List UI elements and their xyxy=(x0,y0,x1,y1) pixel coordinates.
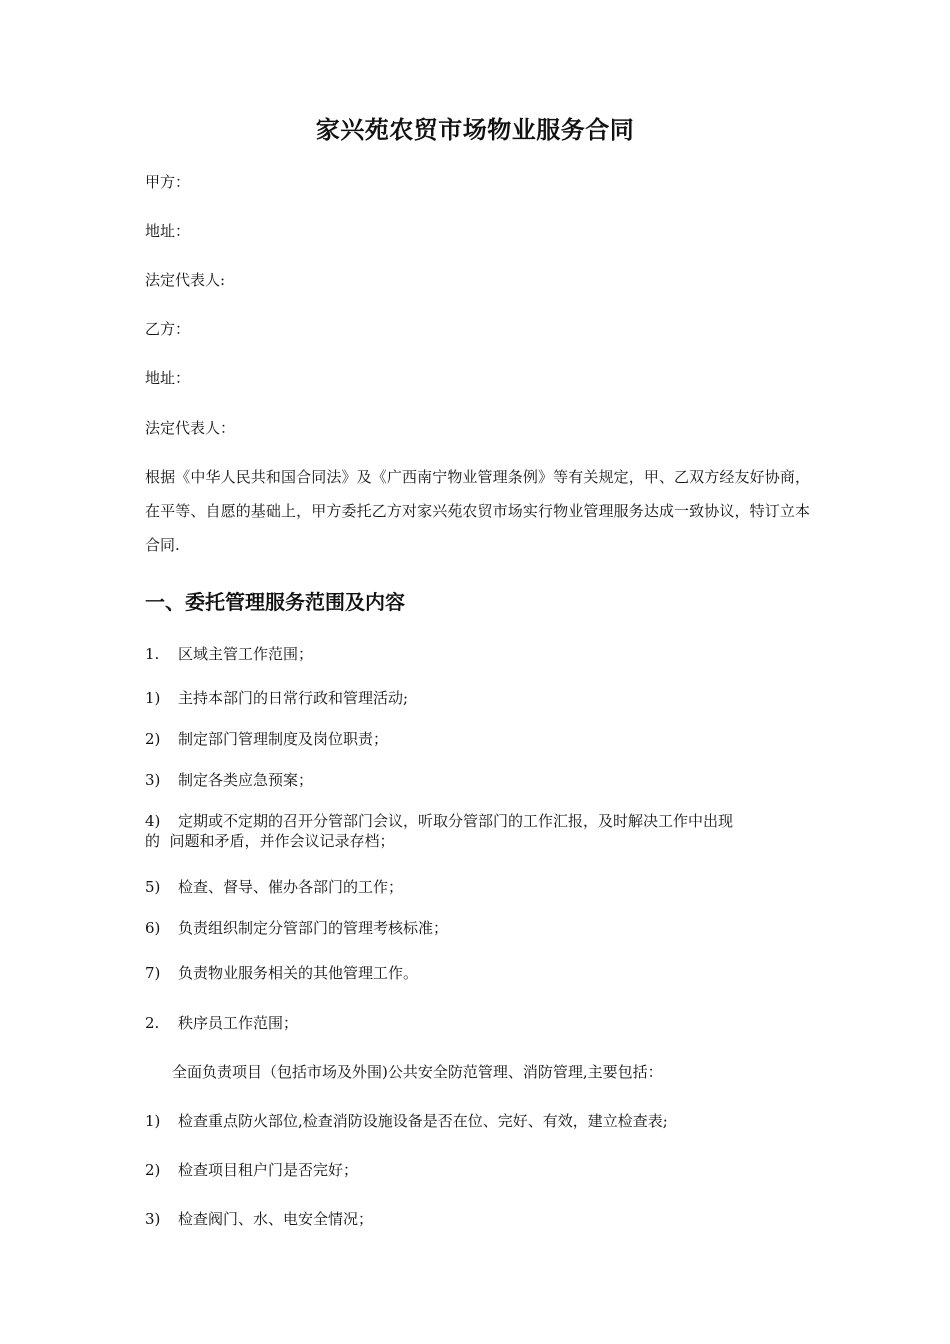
list-item xyxy=(145,877,810,897)
list-item xyxy=(145,811,810,851)
party-b-name: 乙方： xyxy=(145,320,191,338)
subsection-2-label xyxy=(145,1013,810,1033)
list-item-text: 检查项目租户门是否完好； xyxy=(178,1161,359,1179)
subsection-number: 2. xyxy=(145,1014,160,1032)
list-item-text: 制定部门管理制度及岗位职责； xyxy=(178,730,389,748)
party-a-address: 地址： xyxy=(145,222,191,240)
party-b-address: 地址： xyxy=(145,369,191,387)
list-item xyxy=(145,963,810,983)
list-item xyxy=(145,770,810,790)
party-a-name: 甲方： xyxy=(145,173,191,191)
list-item-text: 检查、督导、催办各部门的工作； xyxy=(178,878,404,896)
list-item-text: 检查重点防火部位,检查消防设施设备是否在位、完好、有效，建立检查表; xyxy=(178,1112,668,1130)
subsection-title: 区域主管工作范围； xyxy=(178,645,314,663)
party-b-representative: 法定代表人： xyxy=(145,419,236,437)
list-item xyxy=(145,1111,810,1131)
list-item-number: 1) xyxy=(145,689,161,707)
list-item-number: 1) xyxy=(145,1112,161,1130)
list-item-text: 检查阀门、水、电安全情况； xyxy=(178,1210,374,1228)
list-item xyxy=(145,918,810,938)
list-item-text: 主持本部门的日常行政和管理活动; xyxy=(178,689,409,707)
party-a-representative: 法定代表人: xyxy=(145,271,226,289)
list-item-number: 3) xyxy=(145,771,161,789)
list-item xyxy=(145,688,810,708)
list-item-number: 6) xyxy=(145,919,161,937)
list-item xyxy=(145,1209,810,1229)
preamble-paragraph: 根据《中华人民共和国合同法》及《广西南宁物业管理条例》等有关规定，甲、乙双方经友好协商，在平等、自愿的基础上，甲方委托乙方对家兴苑农贸市场实行物业管理服务达成一致协议，特订立本合同. xyxy=(145,468,810,554)
subsection-number: 1. xyxy=(145,645,160,663)
list-item-number: 3) xyxy=(145,1210,161,1228)
list-item-text: 负责组织制定分管部门的管理考核标准； xyxy=(178,919,449,937)
list-item xyxy=(145,729,810,749)
list-item-text: 制定各类应急预案； xyxy=(178,771,314,789)
subsection-title: 秩序员工作范围； xyxy=(178,1014,299,1032)
list-item-text: 定期或不定期的召开分管部门会议，听取分管部门的工作汇报，及时解决工作中出现 xyxy=(178,812,734,830)
list-item xyxy=(145,1160,810,1180)
subsection-1-label xyxy=(145,644,810,664)
list-item-text: 负责物业服务相关的其他管理工作。 xyxy=(178,964,419,982)
list-item-number: 2) xyxy=(145,1161,161,1179)
list-item-number: 5) xyxy=(145,878,161,896)
document-title: 家兴苑农贸市场物业服务合同 xyxy=(315,116,635,144)
list-item-number: 2) xyxy=(145,730,161,748)
list-item-number: 7) xyxy=(145,964,161,982)
list-item-number: 4) xyxy=(145,812,161,830)
list-item-continuation: 的 问题和矛盾，并作会议记录存档； xyxy=(145,832,395,850)
section-heading: 一、委托管理服务范围及内容 xyxy=(145,590,405,614)
subsection-intro: 全面负责项目（包括市场及外围)公共安全防范管理、消防管理,主要包括： xyxy=(172,1063,663,1081)
